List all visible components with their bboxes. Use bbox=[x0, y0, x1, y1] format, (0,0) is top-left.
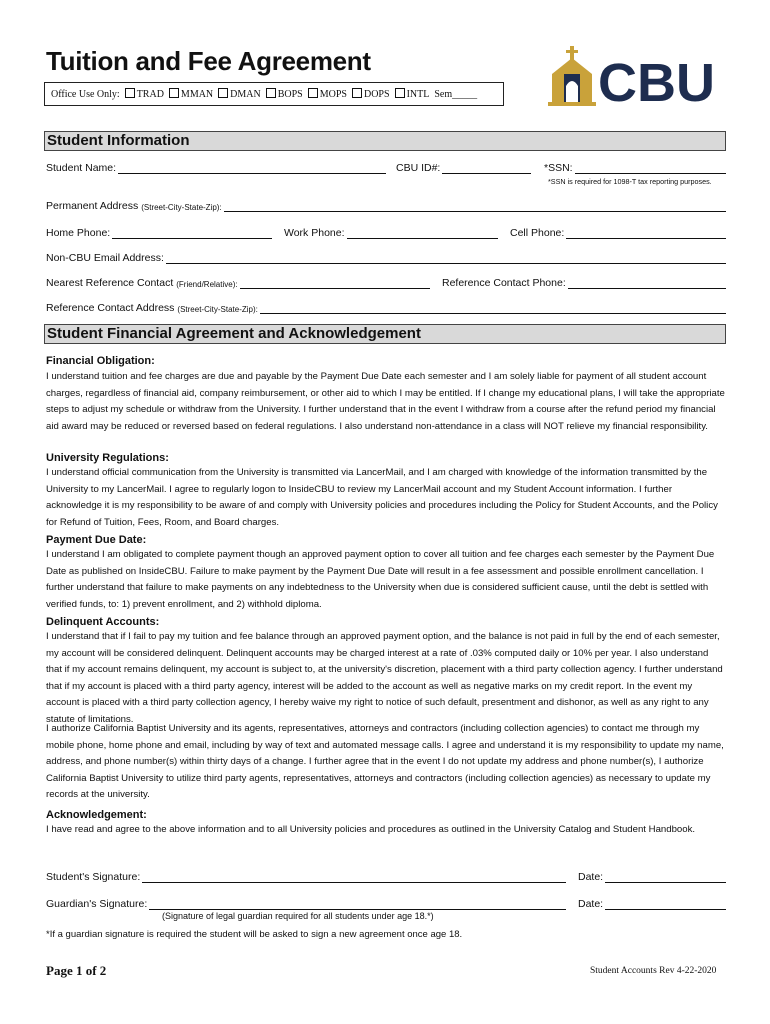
office-option-mops[interactable]: MOPS bbox=[308, 88, 347, 100]
email-field[interactable]: Non-CBU Email Address: bbox=[46, 252, 726, 264]
student-signature-input[interactable] bbox=[142, 872, 566, 883]
university-regulations-heading: University Regulations: bbox=[46, 452, 169, 464]
office-option-dman[interactable]: DMAN bbox=[218, 88, 261, 100]
checkbox-icon[interactable] bbox=[125, 88, 135, 98]
cell-phone-field[interactable]: Cell Phone: bbox=[510, 227, 726, 239]
checkbox-icon[interactable] bbox=[266, 88, 276, 98]
reference-phone-input[interactable] bbox=[568, 278, 726, 289]
cbu-id-input[interactable] bbox=[442, 163, 531, 174]
checkbox-icon[interactable] bbox=[308, 88, 318, 98]
student-info-heading: Student Information bbox=[44, 131, 726, 151]
work-phone-field[interactable]: Work Phone: bbox=[284, 227, 498, 239]
reference-contact-input[interactable] bbox=[240, 278, 430, 289]
student-name-input[interactable] bbox=[118, 163, 386, 174]
permanent-address-input[interactable] bbox=[224, 201, 726, 212]
ssn-input[interactable] bbox=[575, 163, 726, 174]
guardian-signature-input[interactable] bbox=[149, 899, 566, 910]
student-name-field[interactable]: Student Name: bbox=[46, 162, 386, 174]
office-option-mman[interactable]: MMAN bbox=[169, 88, 213, 100]
acknowledgement-text: I have read and agree to the above information and to all University policies and procedures as outlined in the University Catalog and Student Handbook. bbox=[46, 824, 696, 835]
guardian-date-field[interactable]: Date: bbox=[578, 898, 726, 910]
student-date-input[interactable] bbox=[605, 872, 726, 883]
semester-field[interactable]: Sem_____ bbox=[434, 88, 478, 100]
office-option-trad[interactable]: TRAD bbox=[125, 88, 164, 100]
acknowledgement-heading: Acknowledgement: bbox=[46, 809, 147, 821]
checkbox-icon[interactable] bbox=[352, 88, 362, 98]
financial-obligation-text: I understand tuition and fee charges are due and payable by the Payment Due Date each semester and I am solely liable for payment of all student account charges, regardless of financial aid, company reimbursement, or other aid to which I may be entitled. If I change my educational plans, I will take the appropriate steps to adjust my schedule or withdraw from the University. I further understand that in the event I withdraw from a course after the refund period my financial aid award may be reduced or reversed based on federal regulations. I also understand non-attendance in a class will NOT relieve my financial responsibility. bbox=[46, 371, 725, 432]
reference-address-field[interactable]: Reference Contact Address (Street-City-State-Zip): bbox=[46, 302, 726, 314]
bell-tower-icon bbox=[548, 46, 596, 106]
university-regulations-text: I understand official communication from the University is transmitted via LancerMail, and I am charged with knowledge of the information transmitted by the University to my LancerMail. I agree to regularly logon to InsideCBU to review my LancerMail account and my Student Account information. I further acknowledge it is my responsibility to be aware of and comply with University policies and procedures including the Policy for Student Accounts, and the Policy for Refund of Tuition, Fees, Room, and Board charges. bbox=[46, 467, 718, 528]
checkbox-icon[interactable] bbox=[218, 88, 228, 98]
financial-obligation-heading: Financial Obligation: bbox=[46, 355, 155, 367]
cbu-id-field[interactable]: CBU ID#: bbox=[396, 162, 531, 174]
agreement-heading: Student Financial Agreement and Acknowledgement bbox=[44, 324, 726, 344]
cbu-logo bbox=[544, 46, 724, 108]
office-use-label: Office Use Only: bbox=[51, 88, 120, 100]
office-option-intl[interactable]: INTL bbox=[395, 88, 430, 100]
payment-due-heading: Payment Due Date: bbox=[46, 534, 147, 546]
page-title: Tuition and Fee Agreement bbox=[46, 46, 371, 76]
student-signature-field[interactable]: Student's Signature: bbox=[46, 871, 566, 883]
logo-text: CBU bbox=[598, 53, 715, 108]
reference-address-input[interactable] bbox=[260, 303, 726, 314]
page-number: Page 1 of 2 bbox=[46, 963, 107, 978]
work-phone-input[interactable] bbox=[347, 228, 498, 239]
delinquent-accounts-text: I understand that if I fail to pay my tuition and fee balance through an approved payment option, and the balance is not paid in full by the end of each semester, my account will be considered delinquent. Delinquent accounts may be charged interest at a rate of .03% computed daily or 10% per year. I also understand that if my account remains delinquent, my account is subject to, at the university's discretion, placement with a third party collection agency. I further understand that if my account is placed with a third party agency, interest will be added to the account as well as negative marks on my credit report. In the event my account is placed with a third party collection agency, I hereby waive my right to notice of such default, presentment and dishonor, as well as any right to any statute of limitations. bbox=[46, 631, 723, 725]
office-option-bops[interactable]: BOPS bbox=[266, 88, 303, 100]
cell-phone-input[interactable] bbox=[566, 228, 726, 239]
authorize-text: I authorize California Baptist University and its agents, representatives, attorneys and contractors (including collection agencies) to contact me through my mobile phone, home phone and email, including by way of text and automated message calls. I agree and understand it is my responsibility to update my name, address, and phone number(s) within thirty days of a change. I further agree that in the event I do not update my address and phone number(s), I authorize California Baptist University to utilize third party agents, representatives, attorneys and contractors (including collection agencies) as necessary to update my records at the university. bbox=[46, 723, 724, 801]
checkbox-icon[interactable] bbox=[169, 88, 179, 98]
ssn-field[interactable]: *SSN: bbox=[544, 162, 726, 174]
guardian-signature-field[interactable]: Guardian's Signature: bbox=[46, 898, 566, 910]
email-input[interactable] bbox=[166, 253, 726, 264]
home-phone-input[interactable] bbox=[112, 228, 272, 239]
payment-due-text: I understand I am obligated to complete payment though an approved payment option to cover all tuition and fee charges each semester by the Payment Due Date as published on InsideCBU. Failure to make payment by the Payment Due Date will result in a fee assessment and possible enrollment cancellation. I further understand that failure to make payments on any indebtedness to the University when due is considered sufficient cause, until the debt is settled with verified funds, to: 1) prevent enrollment, and 2) withhold diploma. bbox=[46, 549, 715, 610]
reference-contact-field[interactable]: Nearest Reference Contact (Friend/Relative): bbox=[46, 277, 430, 289]
home-phone-field[interactable]: Home Phone: bbox=[46, 227, 272, 239]
ssn-note: *SSN is required for 1098-T tax reporting purposes. bbox=[548, 177, 712, 186]
office-option-dops[interactable]: DOPS bbox=[352, 88, 390, 100]
guardian-footnote: *If a guardian signature is required the student will be asked to sign a new agreement once age 18. bbox=[46, 929, 463, 940]
reference-phone-field[interactable]: Reference Contact Phone: bbox=[442, 277, 726, 289]
revision-label: Student Accounts Rev 4-22-2020 bbox=[590, 966, 717, 976]
guardian-note: (Signature of legal guardian required for all students under age 18.*) bbox=[162, 911, 434, 921]
delinquent-accounts-heading: Delinquent Accounts: bbox=[46, 616, 160, 628]
permanent-address-field[interactable]: Permanent Address (Street-City-State-Zip): bbox=[46, 200, 726, 212]
office-use-box bbox=[44, 82, 504, 106]
guardian-date-input[interactable] bbox=[605, 899, 726, 910]
student-date-field[interactable]: Date: bbox=[578, 871, 726, 883]
checkbox-icon[interactable] bbox=[395, 88, 405, 98]
